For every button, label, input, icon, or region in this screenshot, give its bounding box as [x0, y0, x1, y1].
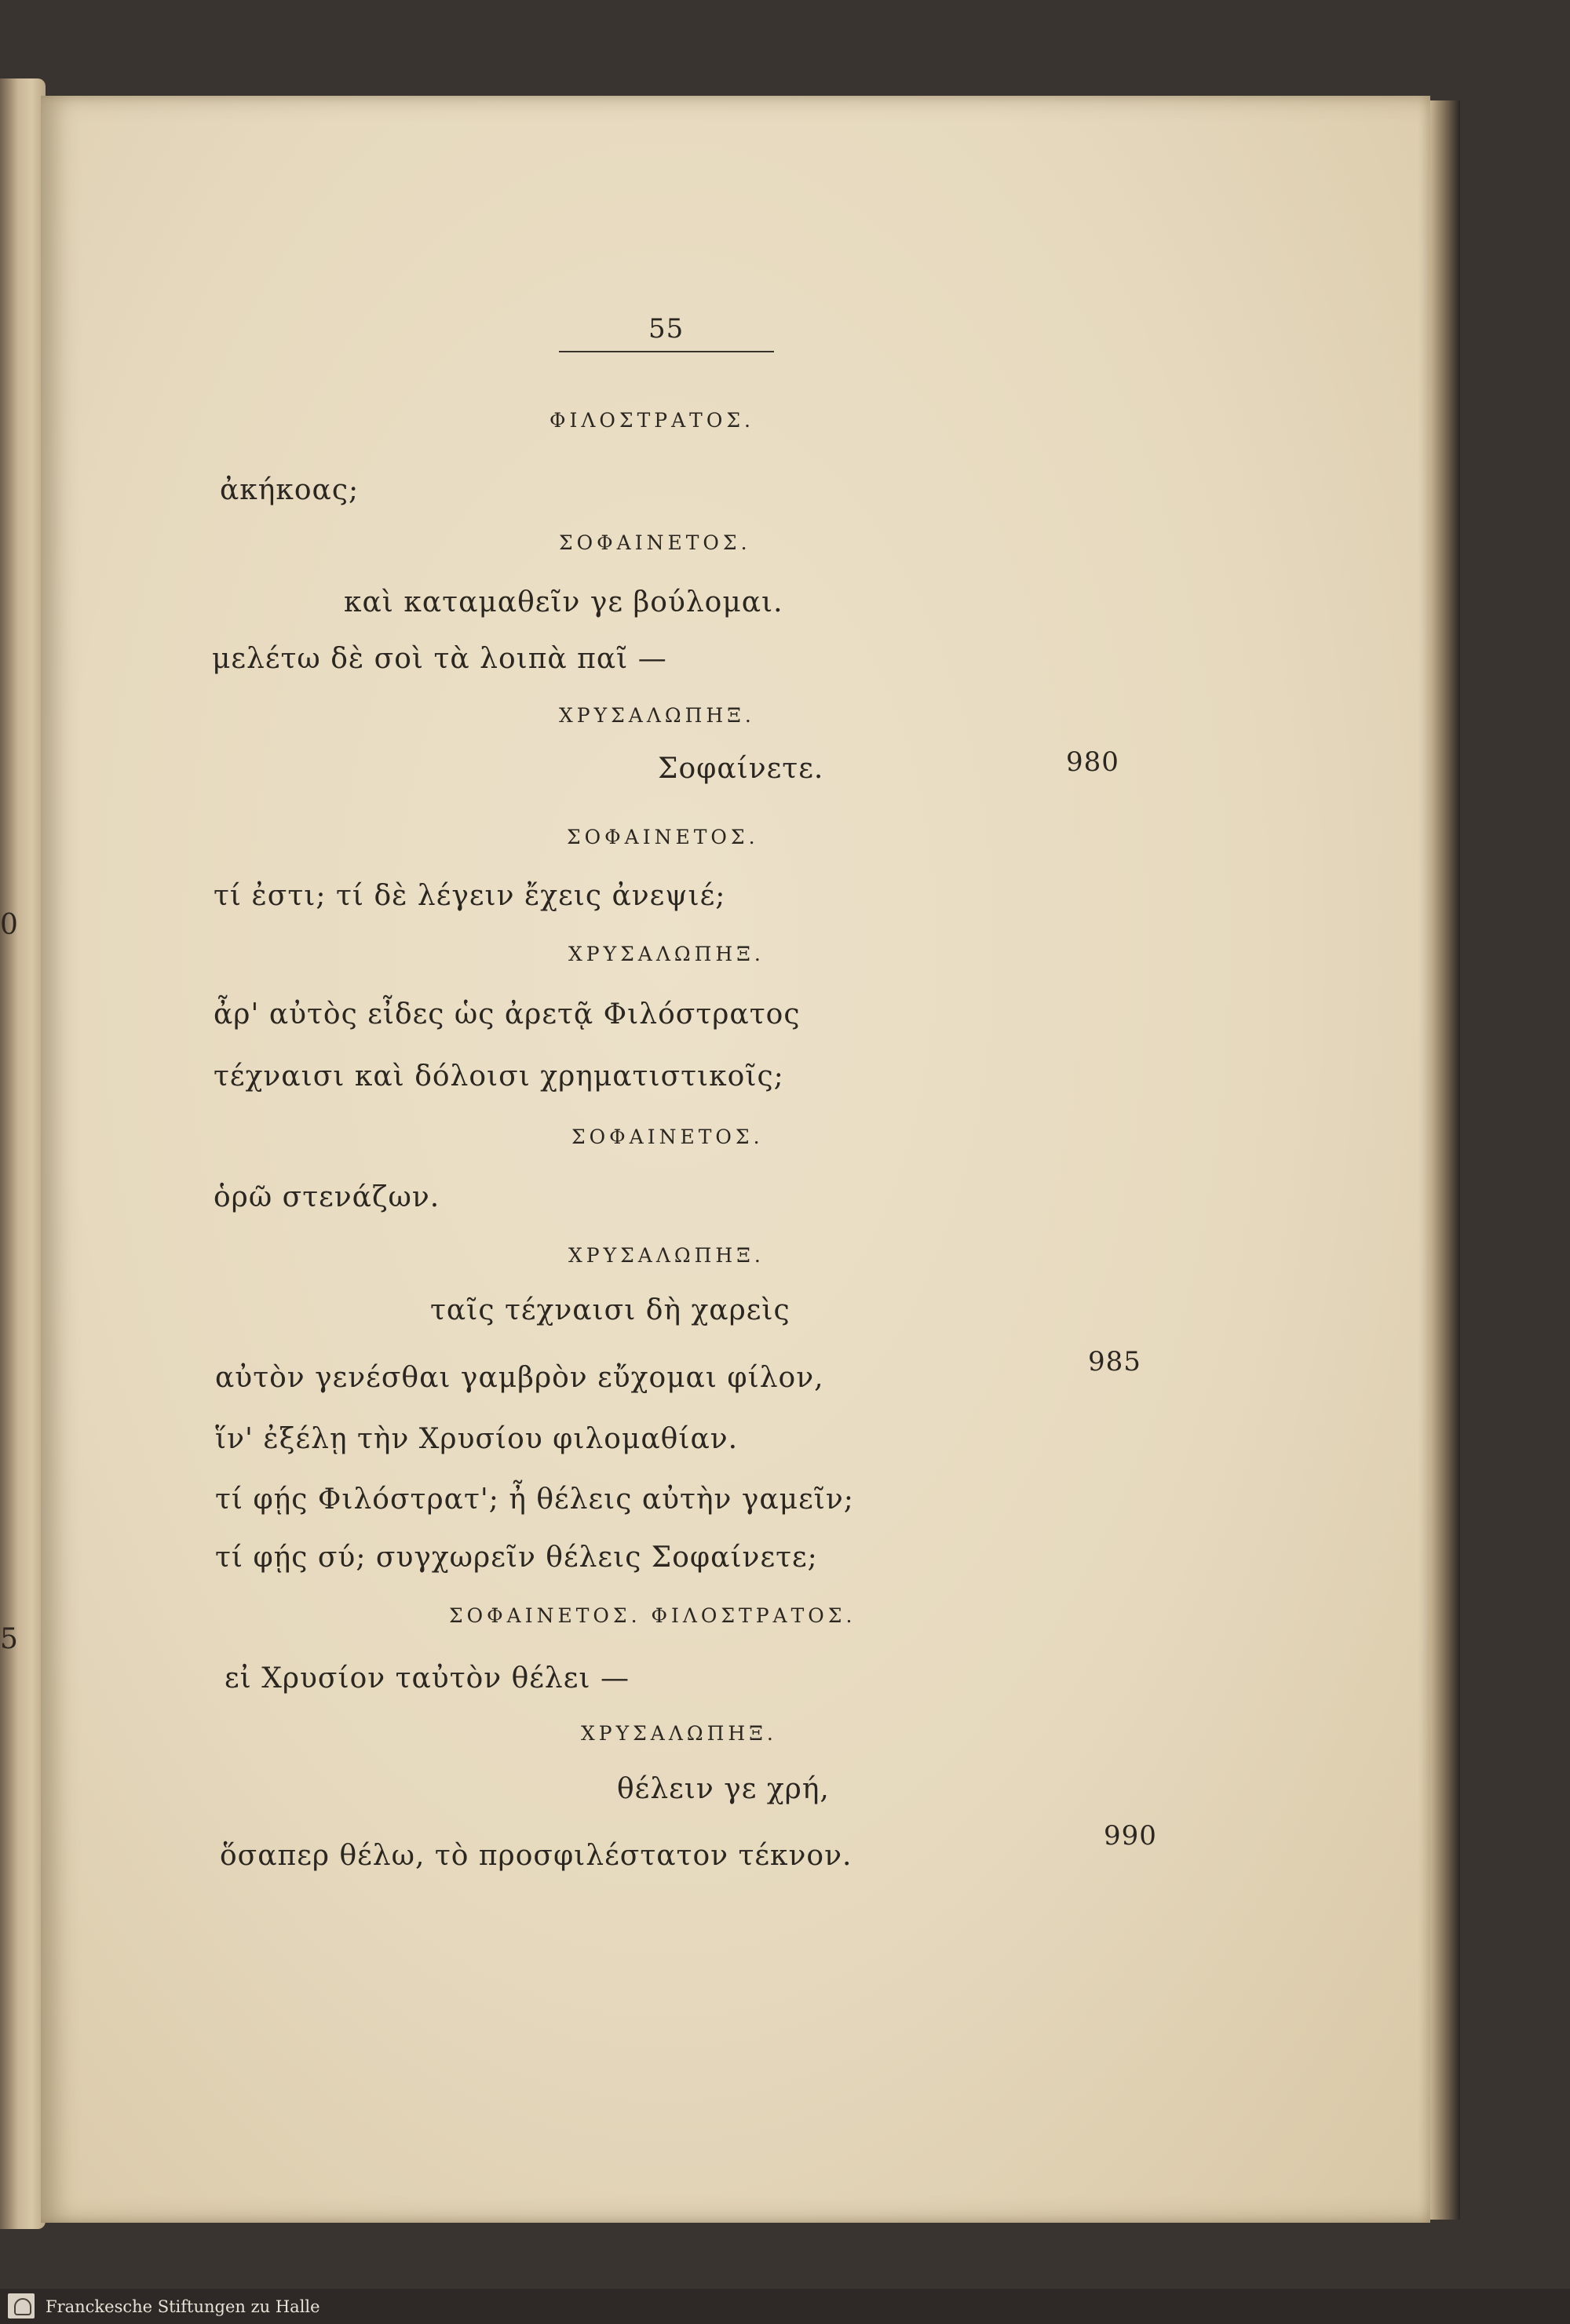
footer-credit: Franckesche Stiftungen zu Halle — [46, 2297, 320, 2316]
verse-line: εἰ Χρυσίον ταὐτὸν θέλει — — [225, 1662, 630, 1695]
speaker-label: ΣΟΦΑΙΝΕΤΟΣ. — [567, 826, 759, 848]
verse-line: τί φῄς Φιλόστρατ'; ἦ θέλεις αὐτὴν γαμεῖν; — [215, 1483, 854, 1516]
speaker-label: ΧΡΥΣΑΛΩΠΗΞ. — [581, 1722, 777, 1745]
speaker-label: ΣΟΦΑΙΝΕΤΟΣ. — [559, 531, 751, 554]
page-number: 55 — [648, 313, 685, 345]
verse-line: ἆρ' αὐτὸς εἶδες ὡς ἀρετᾷ Φιλόστρατος — [214, 998, 801, 1031]
verse-line: τέχναισι καὶ δόλοισι χρηματιστικοῖς; — [214, 1060, 784, 1093]
verse-line: θέλειν γε χρή, — [617, 1773, 830, 1805]
line-number: 980 — [1066, 746, 1119, 778]
line-number: 985 — [1088, 1346, 1141, 1377]
page-edge — [1430, 100, 1460, 2220]
verse-line: Σοφαίνετε. — [658, 753, 824, 785]
verse-line: αὐτὸν γενέσθαι γαμβρὸν εὔχομαι φίλον, — [215, 1362, 824, 1394]
verse-line: ταῖς τέχναισι δὴ χαρεὶς — [430, 1294, 790, 1326]
speaker-label: ΧΡΥΣΑΛΩΠΗΞ. — [568, 1244, 765, 1267]
speaker-label: ΧΡΥΣΑΛΩΠΗΞ. — [568, 943, 765, 965]
institution-logo-icon — [8, 2293, 35, 2319]
verse-line: ἀκήκοας; — [220, 474, 360, 506]
speaker-label: ΣΟΦΑΙΝΕΤΟΣ. — [571, 1126, 764, 1148]
verse-line: μελέτω δὲ σοὶ τὰ λοιπὰ παῖ — — [212, 643, 667, 675]
left-page-edge — [0, 78, 46, 2229]
verse-line: ὁρῶ στενάζων. — [214, 1181, 440, 1213]
verse-line: τί φῄς σύ; συγχωρεῖν θέλεις Σοφαίνετε; — [215, 1541, 818, 1574]
speaker-label: ΧΡΥΣΑΛΩΠΗΞ. — [559, 704, 755, 727]
verse-line: ἵν' ἐξέλῃ τὴν Χρυσίου φιλομαθίαν. — [215, 1423, 739, 1455]
header-rule — [559, 351, 774, 352]
left-page-fragment: 0 — [0, 909, 18, 941]
left-page-fragment: 5 — [0, 1623, 18, 1655]
verse-line: καὶ καταμαθεῖν γε βούλομαι. — [344, 586, 783, 618]
line-number: 990 — [1104, 1820, 1157, 1852]
speaker-label: ΦΙΛΟΣΤΡΑΤΟΣ. — [550, 409, 754, 432]
speaker-label: ΣΟΦΑΙΝΕΤΟΣ. ΦΙΛΟΣΤΡΑΤΟΣ. — [449, 1604, 856, 1627]
verse-line: ὅσαπερ θέλω, τὸ προσφιλέστατον τέκνον. — [220, 1840, 853, 1872]
verse-line: τί ἐστι; τί δὲ λέγειν ἔχεις ἀνεψιέ; — [214, 880, 726, 912]
